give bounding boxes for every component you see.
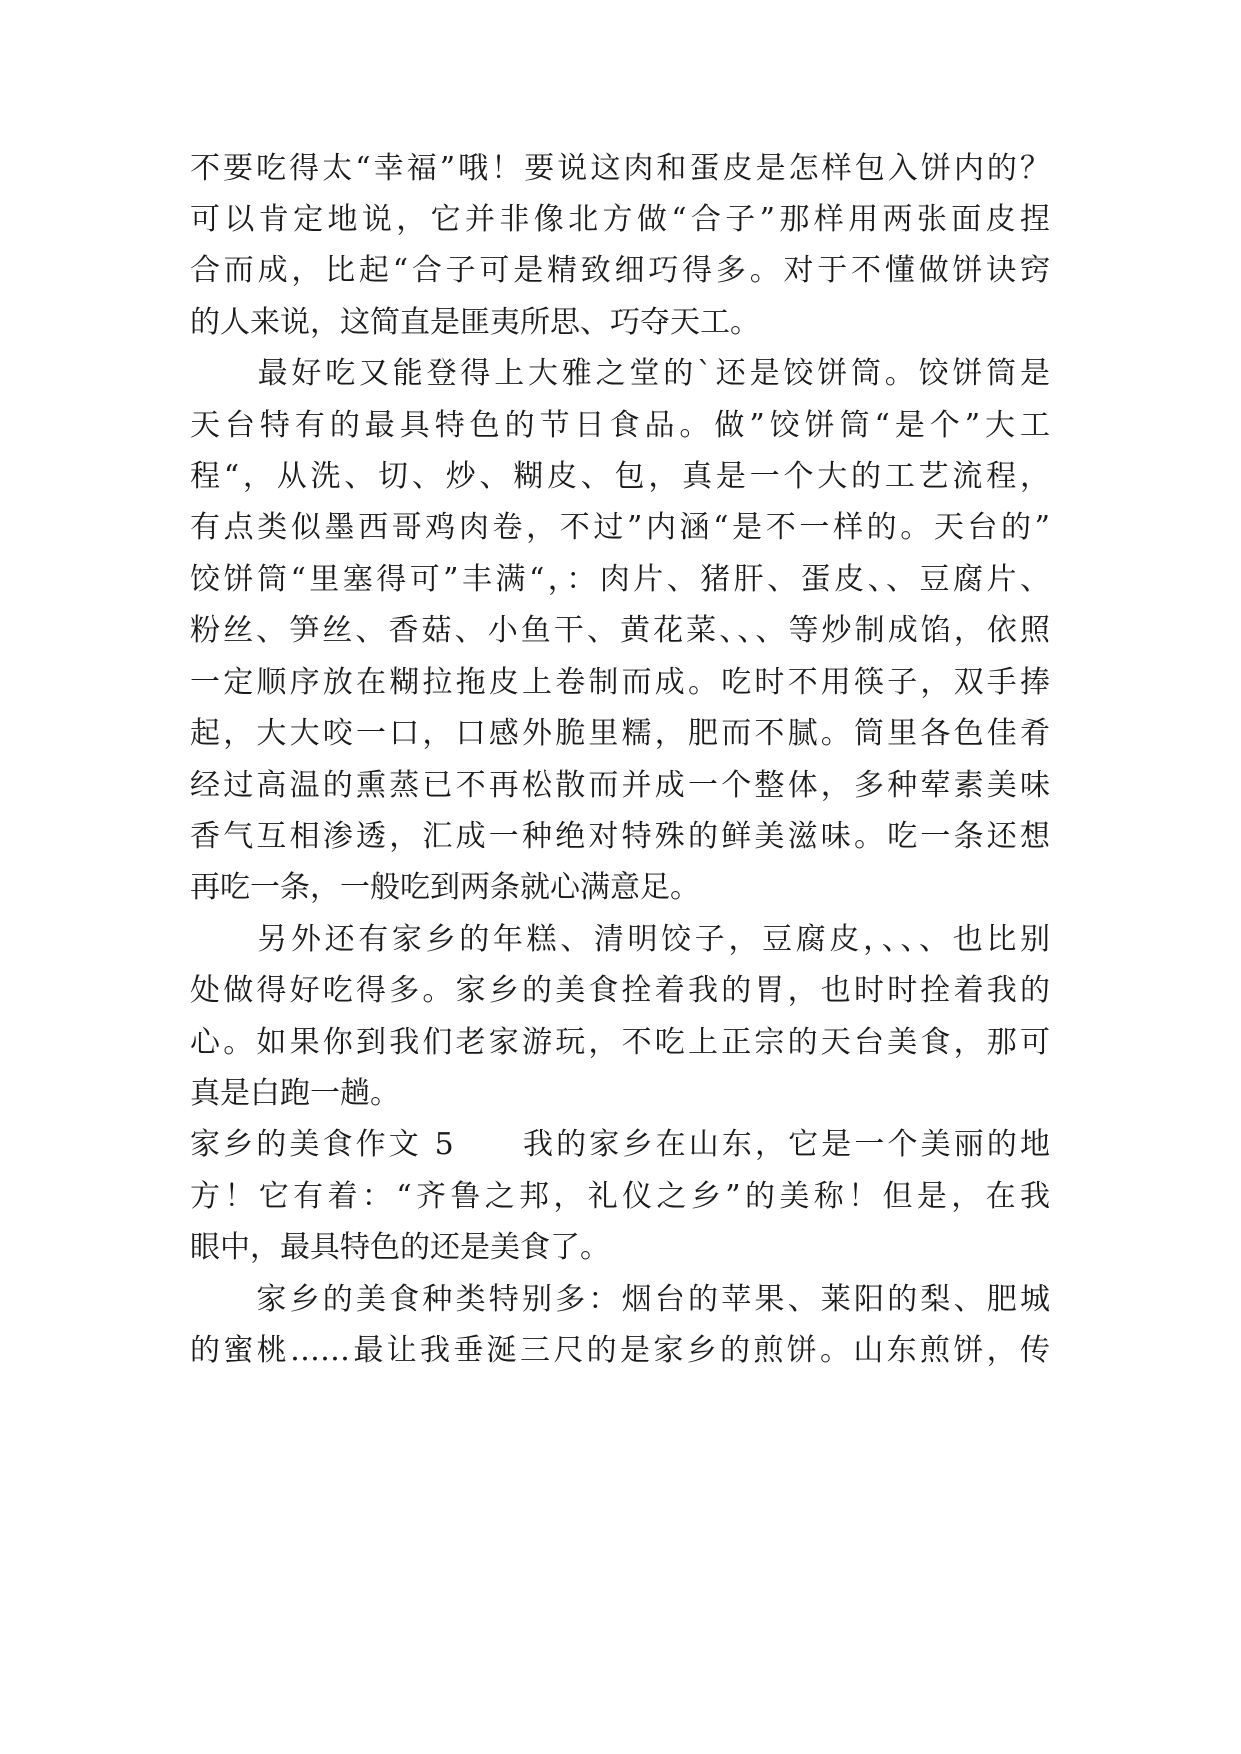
text-line: 另外还有家乡的年糕、清明饺子，豆腐皮，、、、也比别 [190,922,1050,957]
text-line: 处做得好吃得多。家乡的美食拴着我的胃，也时时拴着我的 [190,973,1050,1008]
section-heading-line: 家乡的美食作文 5 我的家乡在山东，它是一个美丽的地 [190,1127,1050,1162]
text-line: 有点类似墨西哥鸡肉卷，不过”内涵“是不一样的。天台的” [190,510,1050,545]
text-line: 方！它有着：“齐鲁之邦，礼仪之乡”的美称！但是，在我 [190,1179,1050,1214]
text-line: 再吃一条，一般吃到两条就心满意足。 [190,870,700,905]
text-line: 一定顺序放在糊拉拖皮上卷制而成。吃时不用筷子，双手捧 [190,665,1050,700]
text-line: 真是白跑一趟。 [190,1076,400,1111]
text-line: 心。如果你到我们老家游玩，不吃上正宗的天台美食，那可 [190,1025,1050,1060]
text-line: 经过高温的熏蒸已不再松散而并成一个整体，多种荤素美味 [190,768,1050,803]
text-line: 香气互相渗透，汇成一种绝对特殊的鲜美滋味。吃一条还想 [190,819,1050,854]
text-line: 程“，从洗、切、炒、糊皮、包，真是一个大的工艺流程， [190,459,1050,494]
text-line: 眼中，最具特色的还是美食了。 [190,1230,610,1265]
text-line: 合而成，比起“合子可是精致细巧得多。对于不懂做饼诀窍 [190,253,1050,288]
text-line: 最好吃又能登得上大雅之堂的`还是饺饼筒。饺饼筒是 [190,356,1050,391]
text-line: 饺饼筒“里塞得可”丰满“，：肉片、猪肝、蛋皮、、豆腐片、 [190,562,1050,597]
text-line: 起，大大咬一口，口感外脆里糯，肥而不腻。筒里各色佳肴 [190,716,1050,751]
text-line: 的蜜桃……最让我垂涎三尺的是家乡的煎饼。山东煎饼，传 [190,1333,1050,1368]
text-line: 粉丝、笋丝、香菇、小鱼干、黄花菜、、、等炒制成馅，依照 [190,613,1050,648]
text-line: 天台特有的最具特色的节日食品。做”饺饼筒“是个”大工 [190,408,1050,443]
text-line: 可以肯定地说，它并非像北方做“合子”那样用两张面皮捏 [190,202,1050,237]
text-line: 的人来说，这简直是匪夷所思、巧夺天工。 [190,305,760,340]
text-line: 家乡的美食种类特别多：烟台的苹果、莱阳的梨、肥城 [190,1282,1050,1317]
text-line: 不要吃得太“幸福”哦！要说这肉和蛋皮是怎样包入饼内的？ [190,151,1050,186]
